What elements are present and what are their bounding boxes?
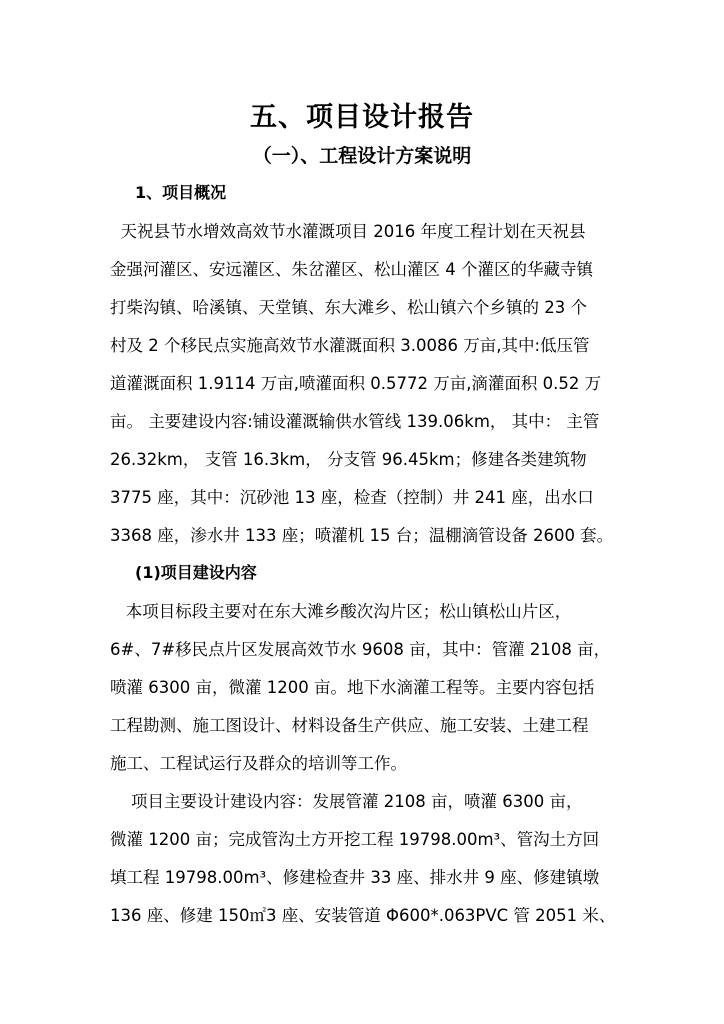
paragraph-line: 村及 2 个移民点实施高效节水灌溉面积 3.0086 万亩,其中:低压管 — [110, 336, 590, 355]
paragraph-line: 6#、7#移民点片区发展高效节水 9608 亩，其中：管灌 2108 亩， — [110, 640, 611, 659]
paragraph-line: 3775 座，其中：沉砂池 13 座，检查（控制）井 241 座，出水口 — [110, 488, 594, 507]
paragraph-line: 亩。 主要建设内容:铺设灌溉输供水管线 139.06km， 其中： 主管 — [110, 412, 600, 431]
paragraph-line: 天祝县节水增效高效节水灌溉项目 2016 年度工程计划在天祝县 — [110, 222, 586, 241]
section-heading-content: (1)项目建设内容 — [135, 563, 257, 582]
paragraph-line: 136 座、修建 150㎡3 座、安装管道 Φ600*.063PVC 管 2051 米、 — [110, 906, 616, 925]
paragraph-line: 3368 座，渗水井 133 座；喷灌机 15 台；温棚滴管设备 2600 套。 — [110, 526, 614, 545]
paragraph-line: 微灌 1200 亩；完成管沟土方开挖工程 19798.00m³、管沟土方回 — [110, 830, 600, 849]
paragraph-line: 打柴沟镇、哈溪镇、天堂镇、东大滩乡、松山镇六个乡镇的 23 个 — [110, 298, 587, 317]
paragraph-line: 26.32km， 支管 16.3km， 分支管 96.45km；修建各类建筑物 — [110, 450, 587, 469]
paragraph-line: 喷灌 6300 亩，微灌 1200 亩。地下水滴灌工程等。主要内容包括 — [110, 678, 595, 697]
paragraph-line: 金强河灌区、安远灌区、朱岔灌区、松山灌区 4 个灌区的华藏寺镇 — [110, 260, 593, 279]
paragraph-line: 工程勘测、施工图设计、材料设备生产供应、施工安装、土建工程 — [110, 716, 589, 735]
paragraph-line: 填工程 19798.00m³、修建检查井 33 座、排水井 9 座、修建镇墩 — [110, 868, 600, 887]
page-title: 五、项目设计报告 — [250, 102, 474, 133]
paragraph-line: 道灌溉面积 1.9114 万亩,喷灌面积 0.5772 万亩,滴灌面积 0.52 万 — [110, 374, 602, 393]
page-subtitle: （一）、工程设计方案说明 — [252, 145, 472, 167]
paragraph-line: 项目主要设计建设内容：发展管灌 2108 亩，喷灌 6300 亩， — [110, 792, 583, 811]
paragraph-line: 本项目标段主要对在东大滩乡酸次沟片区；松山镇松山片区， — [110, 602, 572, 621]
section-heading-overview: 1、项目概况 — [135, 183, 227, 202]
paragraph-line: 施工、工程试运行及群众的培训等工作。 — [110, 754, 407, 773]
